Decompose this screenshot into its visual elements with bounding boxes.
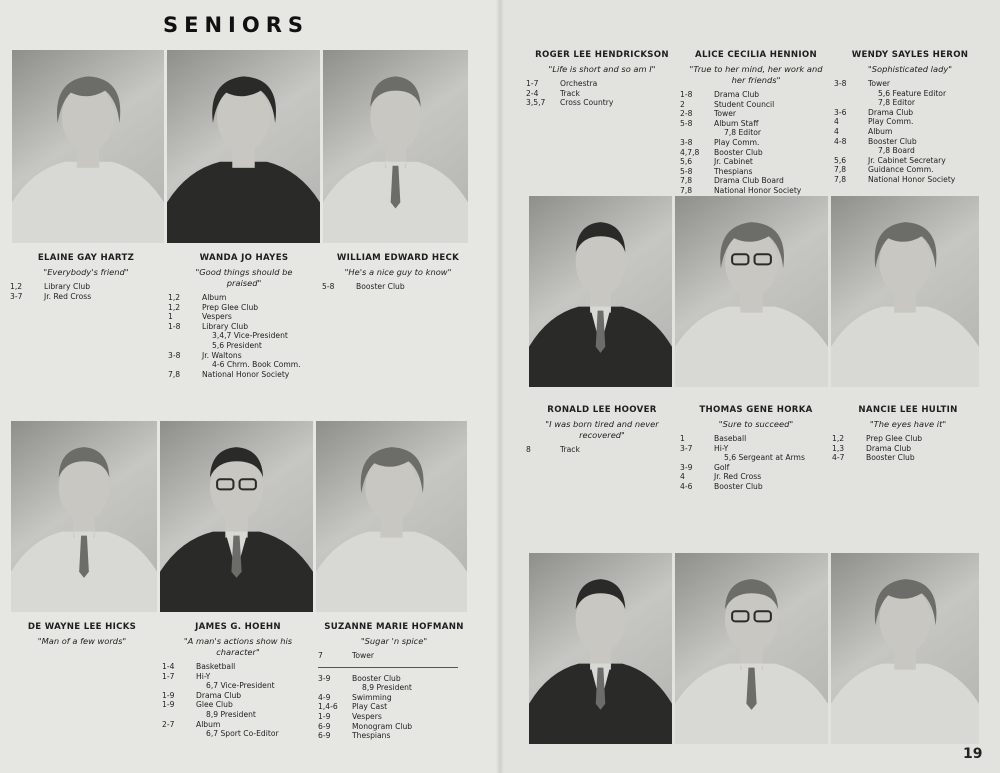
activity-row	[680, 176, 832, 186]
activity-years: 4-9	[318, 692, 331, 702]
activity-years: 1,2	[832, 434, 845, 443]
senior-name: WENDY SAYLES HERON	[851, 50, 969, 60]
senior-quote: "Sure to succeed"	[718, 419, 794, 429]
portrait-figure	[831, 196, 979, 387]
senior-name: DE WAYNE LEE HICKS	[27, 622, 137, 632]
activity-years: 1,2	[168, 293, 181, 302]
activity-name: Hi-Y	[196, 671, 211, 681]
activity-row	[10, 292, 162, 302]
activity-name: National Honor Society	[868, 174, 956, 184]
activity-row	[834, 127, 986, 137]
activity-years: 1,2	[10, 282, 23, 291]
senior-name: ROGER LEE HENDRICKSON	[535, 50, 669, 60]
activity-name: Booster Club	[356, 282, 405, 291]
activity-row	[10, 282, 162, 292]
activity-row	[168, 360, 320, 370]
activity-years: 1-9	[162, 690, 175, 700]
portrait-figure	[160, 421, 313, 612]
activity-list	[162, 662, 314, 739]
activity-name: Thespians	[352, 731, 391, 741]
binding-gutter	[496, 0, 504, 773]
portrait-thomas-gene-horka	[675, 196, 828, 387]
activity-name: Swimming	[352, 692, 392, 702]
shoulders-shape	[831, 307, 979, 387]
activity-years: 3,5,7	[526, 98, 546, 108]
portrait-wendy-sayles-heron	[831, 553, 979, 744]
activity-name: Vespers	[202, 312, 232, 322]
activity-years: 5-8	[680, 166, 693, 176]
activity-list	[832, 434, 984, 463]
activity-name: 5,6 President	[212, 340, 262, 350]
activity-years: 1,2	[168, 302, 181, 312]
portrait-figure	[12, 50, 164, 243]
activity-years: 1-8	[680, 90, 693, 99]
activity-list	[322, 282, 474, 292]
senior-name: THOMAS GENE HORKA	[699, 405, 813, 415]
activity-years: 1-9	[162, 700, 175, 710]
activity-years: 4-6	[680, 481, 693, 491]
activity-list	[168, 293, 320, 379]
senior-quote: "Everybody's friend"	[43, 267, 129, 277]
activity-row	[680, 100, 832, 110]
activity-row	[834, 108, 986, 118]
activity-row	[680, 167, 832, 177]
activity-years: 1,4-6	[318, 702, 338, 712]
page-heading: SENIORS	[163, 13, 310, 37]
activity-years: 1-7	[162, 671, 175, 681]
activity-years: 1	[168, 312, 173, 322]
shoulders-shape	[675, 307, 828, 387]
portrait-james-g-hoehn	[160, 421, 313, 612]
activity-name: 3,4,7 Vice-President	[212, 331, 288, 341]
activity-row	[834, 117, 986, 127]
activity-name: Cross Country	[560, 98, 614, 108]
activity-name: Vespers	[352, 711, 382, 721]
activity-years: 3-7	[680, 443, 693, 453]
activity-name: Album	[202, 293, 227, 302]
activity-row	[168, 322, 320, 332]
activity-name: Prep Glee Club	[866, 434, 923, 443]
activity-row	[834, 156, 986, 166]
activity-row	[834, 137, 986, 147]
activity-list	[834, 79, 986, 185]
portrait-figure	[11, 421, 157, 612]
activity-row	[168, 341, 320, 351]
activity-row	[680, 444, 832, 454]
activity-name: Basketball	[196, 662, 236, 671]
activity-name: Jr. Red Cross	[714, 472, 762, 482]
activity-name: Library Club	[202, 321, 249, 331]
activity-name: Booster Club	[714, 481, 763, 491]
activity-name: 5,6 Sergeant at Arms	[724, 453, 805, 463]
activity-name: 6,7 Vice-President	[206, 681, 275, 691]
activity-years: 3-9	[318, 673, 331, 683]
activity-row	[680, 128, 832, 138]
senior-name: RONALD LEE HOOVER	[547, 405, 657, 415]
senior-name: ELAINE GAY HARTZ	[37, 253, 135, 263]
activity-name: 8,9 President	[206, 709, 256, 719]
activity-name: Drama Club	[868, 107, 914, 117]
activity-row	[834, 146, 986, 156]
activity-row	[168, 303, 320, 313]
senior-de-wayne-lee-hicks	[6, 622, 158, 651]
activity-years: 4	[834, 117, 839, 127]
senior-quote: "Man of a few words"	[37, 636, 127, 646]
activity-name: Drama Club	[196, 690, 242, 700]
activity-name: Drama Club Board	[714, 176, 784, 186]
activity-years: 7	[318, 651, 323, 660]
senior-name: SUZANNE MARIE HOFMANN	[324, 622, 464, 632]
senior-thomas-gene-horka	[680, 405, 832, 492]
senior-name: WILLIAM EDWARD HECK	[336, 253, 460, 263]
activity-years: 1-9	[318, 711, 331, 721]
portrait-figure	[167, 50, 320, 243]
activity-name: Drama Club	[714, 90, 760, 99]
activity-name: Jr. Cabinet Secretary	[868, 155, 946, 165]
portrait-de-wayne-lee-hicks	[11, 421, 157, 612]
activity-row	[680, 482, 832, 492]
activity-row	[680, 148, 832, 158]
activity-years: 4-8	[834, 136, 847, 146]
activity-name: Golf	[714, 462, 730, 472]
senior-roger-lee-hendrickson	[526, 50, 678, 108]
activity-row	[680, 453, 832, 463]
activity-name: Thespians	[714, 166, 753, 176]
activity-row	[162, 710, 314, 720]
activity-years: 4	[680, 472, 685, 482]
senior-quote: "Sugar 'n spice"	[360, 636, 428, 646]
activity-years: 3-8	[834, 79, 847, 88]
activity-years: 6-9	[318, 731, 331, 741]
activity-list	[318, 651, 470, 661]
portrait-alice-cecilia-hennion	[675, 553, 828, 744]
activity-years: 3-6	[834, 107, 847, 117]
activity-row	[680, 109, 832, 119]
activity-row	[162, 700, 314, 710]
activity-years: 3-9	[680, 462, 693, 472]
activity-name: Play Comm.	[868, 117, 914, 127]
shoulders-shape	[12, 162, 164, 243]
activity-row	[680, 138, 832, 148]
senior-elaine-gay-hartz	[10, 253, 162, 301]
activity-years: 1-4	[162, 662, 175, 671]
senior-quote: "True to her mind, her work and her friends"	[689, 64, 823, 85]
activity-row	[162, 681, 314, 691]
portrait-figure	[675, 196, 828, 387]
activity-list	[526, 79, 678, 108]
portrait-roger-lee-hendrickson	[529, 553, 672, 744]
activity-row	[834, 79, 986, 89]
activity-row	[526, 79, 678, 89]
activity-name: Play Comm.	[714, 137, 760, 147]
shoulders-shape	[167, 162, 320, 243]
activity-row	[318, 683, 470, 693]
activity-row	[832, 444, 984, 454]
activity-list-continued	[318, 674, 470, 741]
activity-row	[318, 722, 470, 732]
activity-row	[834, 98, 986, 108]
activity-name: Album Staff	[714, 118, 759, 128]
portrait-ronald-lee-hoover	[529, 196, 672, 387]
senior-wanda-jo-hayes	[168, 253, 320, 379]
activity-name: 7,8 Editor	[878, 98, 915, 108]
activity-years: 7,8	[680, 176, 693, 186]
activity-row	[680, 119, 832, 129]
senior-quote: "Good things should be praised"	[195, 267, 293, 288]
activity-years: 7,8	[834, 165, 847, 175]
activity-years: 4	[834, 126, 839, 136]
activity-row	[168, 351, 320, 361]
senior-name: WANDA JO HAYES	[199, 253, 289, 263]
activity-years: 1-8	[168, 321, 181, 331]
activity-row	[168, 293, 320, 303]
activity-name: Student Council	[714, 99, 775, 109]
activity-name: Jr. Red Cross	[44, 291, 92, 301]
activity-row	[318, 731, 470, 741]
senior-wendy-sayles-heron	[834, 50, 986, 185]
activity-row	[162, 691, 314, 701]
activity-years: 1-7	[526, 79, 539, 88]
activity-years: 2-7	[162, 719, 175, 729]
senior-james-g-hoehn	[162, 622, 314, 739]
portrait-figure	[529, 196, 672, 387]
activity-row	[834, 165, 986, 175]
activity-row	[322, 282, 474, 292]
activity-years: 1	[680, 434, 685, 443]
activity-name: Orchestra	[560, 79, 598, 88]
portrait-figure	[323, 50, 468, 243]
senior-quote: "I was born tired and never recovered"	[545, 419, 659, 440]
shoulders-shape	[831, 664, 979, 744]
activity-name: Hi-Y	[714, 443, 729, 453]
activity-row	[526, 98, 678, 108]
portrait-william-edward-heck	[323, 50, 468, 243]
senior-quote: "Life is short and so am I"	[548, 64, 656, 74]
activity-name: Jr. Waltons	[202, 350, 242, 360]
senior-ronald-lee-hoover	[526, 405, 678, 455]
activity-years: 6-9	[318, 721, 331, 731]
activity-years: 2-8	[680, 109, 693, 119]
activity-years: 7,8	[168, 369, 181, 379]
activity-years: 4-7	[832, 453, 845, 463]
activity-years: 5-8	[322, 282, 335, 291]
activity-years: 3-8	[680, 137, 693, 147]
activity-row	[168, 312, 320, 322]
activity-list	[680, 434, 832, 492]
portrait-figure	[831, 553, 979, 744]
senior-quote: "Sophisticated lady"	[867, 64, 953, 74]
activity-years: 2	[680, 99, 685, 109]
activity-name: Album	[868, 126, 893, 136]
activity-list	[680, 90, 832, 196]
activity-row	[162, 672, 314, 682]
activity-name: Tower	[868, 79, 890, 88]
senior-quote: "A man's actions show his character"	[183, 636, 293, 657]
activity-years: 7,8	[834, 174, 847, 184]
activity-name: Tower	[714, 109, 736, 119]
activity-name: Drama Club	[866, 443, 912, 453]
activity-years: 7,8	[680, 185, 693, 195]
senior-alice-cecilia-hennion	[680, 50, 832, 196]
senior-suzanne-marie-hofmann	[318, 622, 470, 741]
portrait-figure	[675, 553, 828, 744]
activity-row	[680, 434, 832, 444]
senior-quote: "He's a nice guy to know"	[344, 267, 452, 277]
activity-row	[162, 729, 314, 739]
activity-list	[10, 282, 162, 301]
activity-name: National Honor Society	[202, 369, 290, 379]
activity-name: 6,7 Sport Co-Editor	[206, 729, 279, 739]
activity-years: 1,3	[832, 443, 845, 453]
activity-name: 4-6 Chrm. Book Comm.	[212, 360, 301, 370]
activity-row	[318, 674, 470, 684]
activity-name: Tower	[352, 651, 374, 660]
activity-row	[680, 90, 832, 100]
activity-row	[318, 712, 470, 722]
activity-row	[318, 702, 470, 712]
activity-row	[832, 453, 984, 463]
divider	[318, 667, 458, 668]
senior-william-edward-heck	[322, 253, 474, 292]
senior-name: NANCIE LEE HULTIN	[858, 405, 958, 415]
activity-name: Booster Club	[868, 136, 917, 146]
activity-row	[318, 651, 470, 661]
activity-name: Prep Glee Club	[202, 302, 259, 312]
activity-name: Glee Club	[196, 700, 233, 710]
senior-name: JAMES G. HOEHN	[195, 622, 281, 632]
shoulders-shape	[316, 532, 467, 612]
activity-row	[162, 662, 314, 672]
activity-name: Jr. Cabinet	[714, 157, 753, 167]
senior-name: ALICE CECILIA HENNION	[695, 50, 817, 60]
senior-nancie-lee-hultin	[832, 405, 984, 463]
activity-name: Track	[560, 445, 580, 454]
activity-name: Booster Club	[352, 673, 401, 683]
activity-row	[168, 370, 320, 380]
activity-row	[526, 89, 678, 99]
activity-name: Monogram Club	[352, 721, 413, 731]
activity-row	[680, 472, 832, 482]
portrait-figure	[529, 553, 672, 744]
portrait-elaine-gay-hartz	[12, 50, 164, 243]
activity-years: 8	[526, 445, 531, 454]
activity-name: 7,8 Editor	[724, 128, 761, 138]
activity-row	[318, 693, 470, 703]
activity-name: 8,9 President	[362, 683, 412, 693]
activity-years: 3-7	[10, 291, 23, 301]
activity-row	[526, 445, 678, 455]
activity-years: 5-8	[680, 118, 693, 128]
activity-name: Booster Club	[714, 147, 763, 157]
activity-row	[680, 463, 832, 473]
portrait-suzanne-marie-hofmann	[316, 421, 467, 612]
portrait-figure	[316, 421, 467, 612]
activity-name: Track	[560, 88, 580, 98]
activity-row	[832, 434, 984, 444]
activity-row	[834, 89, 986, 99]
activity-name: Booster Club	[866, 453, 915, 463]
senior-quote: "The eyes have it"	[869, 419, 947, 429]
activity-row	[680, 186, 832, 196]
activity-name: 7,8 Board	[878, 146, 915, 156]
activity-row	[168, 331, 320, 341]
activity-row	[680, 157, 832, 167]
activity-name: Album	[196, 719, 221, 729]
activity-row	[834, 175, 986, 185]
activity-name: Baseball	[714, 434, 747, 443]
activity-name: 5,6 Feature Editor	[878, 88, 947, 98]
portrait-nancie-lee-hultin	[831, 196, 979, 387]
activity-name: Play Cast	[352, 702, 388, 712]
activity-years: 5,6	[680, 157, 693, 167]
activity-row	[162, 720, 314, 730]
activity-years: 4,7,8	[680, 147, 700, 157]
activity-years: 3-8	[168, 350, 181, 360]
activity-list	[526, 445, 678, 455]
activity-name: National Honor Society	[714, 185, 802, 195]
page-number: 19	[963, 746, 983, 762]
activity-name: Library Club	[44, 282, 91, 291]
activity-name: Guidance Comm.	[868, 165, 934, 175]
activity-years: 5,6	[834, 155, 847, 165]
portrait-wanda-jo-hayes	[167, 50, 320, 243]
activity-years: 2-4	[526, 88, 539, 98]
